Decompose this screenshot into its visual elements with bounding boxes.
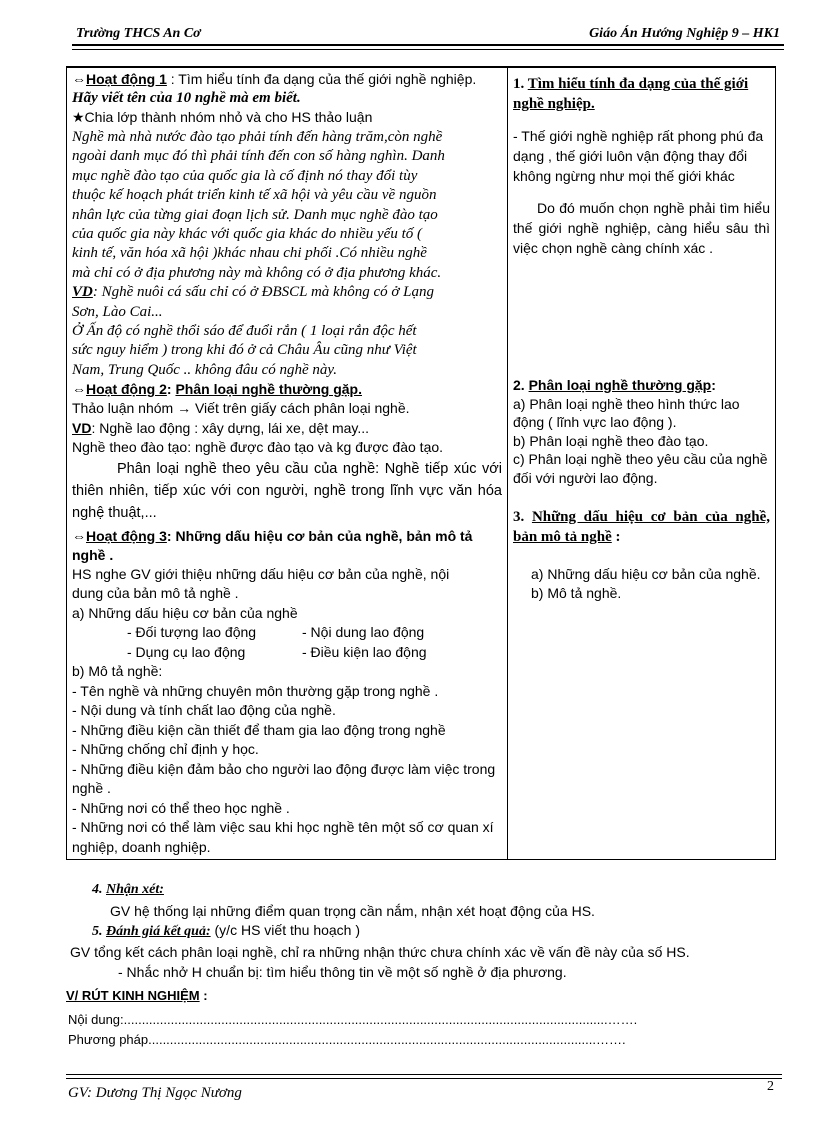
activity-1-line: nhân lực của từng giai đoạn lịch sử. Danh mục nghề đào tạo bbox=[72, 206, 438, 223]
document-title: Giáo Án Hướng Nghiệp 9 – HK1 bbox=[589, 26, 780, 41]
content-3-a: a) Những dấu hiệu cơ bản của nghề. bbox=[531, 566, 761, 582]
activities-column bbox=[67, 67, 508, 860]
content-column bbox=[508, 67, 776, 860]
activity-3-b-item: - Nội dung và tính chất lao động của nghề. bbox=[72, 702, 336, 719]
activity-3-b-item: - Những nơi có thể làm việc sau khi học nghề tên một số cơ quan xí nghiệp, doanh nghiệp. bbox=[72, 819, 494, 855]
page-header bbox=[72, 20, 784, 46]
page-number: 2 bbox=[767, 1079, 774, 1094]
activity-1-line: của quốc gia này khác với quốc gia khác do nhiều yếu tố ( bbox=[72, 225, 422, 242]
content-1-p2: Do đó muốn chọn nghề phải tìm hiểu thế giới nghề nghiệp, càng hiểu sâu thì việc chọn nghề càng chính xác . bbox=[513, 200, 770, 256]
activity-1-line: ngoài danh mục đó thì phải tính đến con số hàng nghìn. Danh bbox=[72, 148, 445, 165]
content-1-p1: - Thế giới nghề nghiệp rất phong phú đa dạng , thế giới luôn vận động thay đổi không ngừng như mọi thế giới khác bbox=[513, 128, 764, 184]
activity-1-india: sức nguy hiểm ) trong khi đó ở cả Châu Âu cũng như Việt bbox=[72, 342, 417, 359]
page-footer bbox=[66, 1074, 782, 1101]
activity-3-b-item: - Tên nghề và những chuyên môn thường gặp trong nghề . bbox=[72, 682, 439, 699]
activity-3-a-items: - Đối tượng lao động - Nội dung lao động bbox=[127, 624, 425, 641]
content-2-item: b) Phân loại nghề theo đào tạo. bbox=[513, 432, 709, 449]
activity-1-heading: ⇔Hoạt động 1 : Tìm hiểu tính đa dạng của thế giới nghề nghiệp. bbox=[72, 71, 477, 87]
header-rule bbox=[72, 49, 784, 50]
activity-1-example: VD: Nghề nuôi cá sấu chỉ có ở ĐBSCL mà không có ở Lạng bbox=[72, 284, 434, 301]
content-3-b: b) Mô tả nghề. bbox=[531, 584, 622, 601]
rut-kinh-nghiem-heading: V/ RÚT KINH NGHIỆM : bbox=[66, 988, 208, 1003]
activity-3-a: a) Những dấu hiệu cơ bản của nghề bbox=[72, 604, 298, 621]
activity-3-b-item: - Những chống chỉ định y học. bbox=[72, 741, 259, 758]
section-5-heading: 5. Đánh giá kết quả: (y/c HS viết thu hoạch ) bbox=[92, 922, 361, 939]
section-4-text: GV hệ thống lại những điểm quan trọng cần nắm, nhận xét hoạt động của HS. bbox=[110, 903, 595, 919]
activity-1-line: Nghề mà nhà nước đào tạo phải tính đến hàng trăm,còn nghề bbox=[72, 128, 443, 145]
activity-1-line: mà chỉ có ở địa phương này mà không có ở địa phương khác. bbox=[72, 264, 442, 281]
activity-1-line: kinh tế, văn hóa xã hội )khác nhau chi phối .Có nhiều nghề bbox=[72, 245, 427, 262]
activity-2-example: VD: Nghề lao động : xây dựng, lái xe, dệt may... bbox=[72, 419, 370, 436]
activity-1-example: Sơn, Lào Cai... bbox=[72, 303, 163, 320]
phuong-phap-line: Phương pháp............................................................................................................................……. bbox=[68, 1032, 626, 1047]
activity-1-line: mục nghề đào tạo của quốc gia là cố định nó thay đổi tùy bbox=[72, 167, 418, 184]
content-2-item: a) Phân loại nghề theo hình thức lao động ( lĩnh vực lao động ). bbox=[513, 395, 740, 430]
noi-dung-line: Nội dung:......................................................................................................................................……. bbox=[68, 1012, 638, 1027]
lesson-table bbox=[66, 66, 776, 860]
section-4-heading: 4. Nhận xét: bbox=[92, 882, 164, 897]
section-5-text: GV tổng kết cách phân loại nghề, chỉ ra những nhận thức chưa chính xác về vấn đề này của số HS. bbox=[70, 944, 690, 960]
activity-2-heading: ⇔Hoạt động 2: Phân loại nghề thường gặp. bbox=[72, 381, 362, 398]
activity-1-india: Nam, Trung Quốc .. không đâu có nghề này. bbox=[72, 361, 337, 378]
activity-2-paragraph: Phân loại nghề theo yêu cầu của nghề: Nghề tiếp xúc với thiên nhiên, tiếp xúc với con người, nghề trong lĩnh vực văn hóa nghệ thuật,... bbox=[72, 460, 502, 521]
content-1-heading: 1. Tìm hiểu tính đa dạng của thế giới nghề nghiệp. bbox=[513, 76, 749, 112]
activity-3-heading: ⇔Hoạt động 3: Những dấu hiệu cơ bản của nghề, bản mô tả nghề . bbox=[72, 527, 473, 563]
activity-3-b-item: - Những điều kiện cần thiết để tham gia lao động trong nghề bbox=[72, 721, 446, 738]
activity-1-task: Hãy viết tên của 10 nghề mà em biết. bbox=[72, 90, 301, 106]
activity-1-india: Ở Ấn độ có nghề thổi sáo để đuổi rắn ( 1 loại rắn độc hết bbox=[72, 322, 417, 339]
activity-3-b-item: - Những nơi có thể theo học nghề . bbox=[72, 799, 290, 816]
activity-3-b: b) Mô tả nghề: bbox=[72, 663, 163, 680]
content-3-heading: 3. Những dấu hiệu cơ bản của nghề, bản mô tả nghề : bbox=[513, 509, 771, 545]
footer-rule bbox=[66, 1078, 782, 1079]
section-5-text-2: - Nhắc nhở H chuẩn bị: tìm hiểu thông tin về một số nghề ở địa phương. bbox=[118, 964, 567, 980]
school-name: Trường THCS An Cơ bbox=[76, 26, 201, 41]
arrow-icon: ⇔ bbox=[72, 381, 86, 398]
activity-2-line: Nghề theo đào tạo: nghề được đào tạo và kg được đào tạo. bbox=[72, 439, 444, 456]
activity-3-intro: HS nghe GV giới thiệu những dấu hiệu cơ bản của nghề, nội dung của bản mô tả nghề . bbox=[72, 565, 450, 602]
activity-1-instruction: ★Chia lớp thành nhóm nhỏ và cho HS thảo luận bbox=[72, 109, 373, 126]
activity-2-line: Thảo luận nhóm → Viết trên giấy cách phân loại nghề. bbox=[72, 400, 410, 417]
content-2-item: c) Phân loại nghề theo yêu cầu của nghề đối với người lao động. bbox=[513, 451, 768, 486]
activity-1-line: thuộc kế hoạch phát triển kinh tế xã hội và yêu cầu về nguồn bbox=[72, 187, 437, 204]
activity-3-a-items: - Dụng cụ lao động - Điều kiện lao động bbox=[127, 643, 427, 660]
arrow-icon: ⇔ bbox=[72, 527, 86, 544]
content-2-heading: 2. Phân loại nghề thường gặp: bbox=[513, 377, 716, 393]
teacher-name: GV: Dương Thị Ngọc Nương bbox=[68, 1085, 242, 1101]
arrow-icon: ⇔ bbox=[72, 71, 86, 87]
activity-3-b-item: - Những điều kiện đảm bảo cho người lao động được làm việc trong nghề . bbox=[72, 760, 496, 797]
